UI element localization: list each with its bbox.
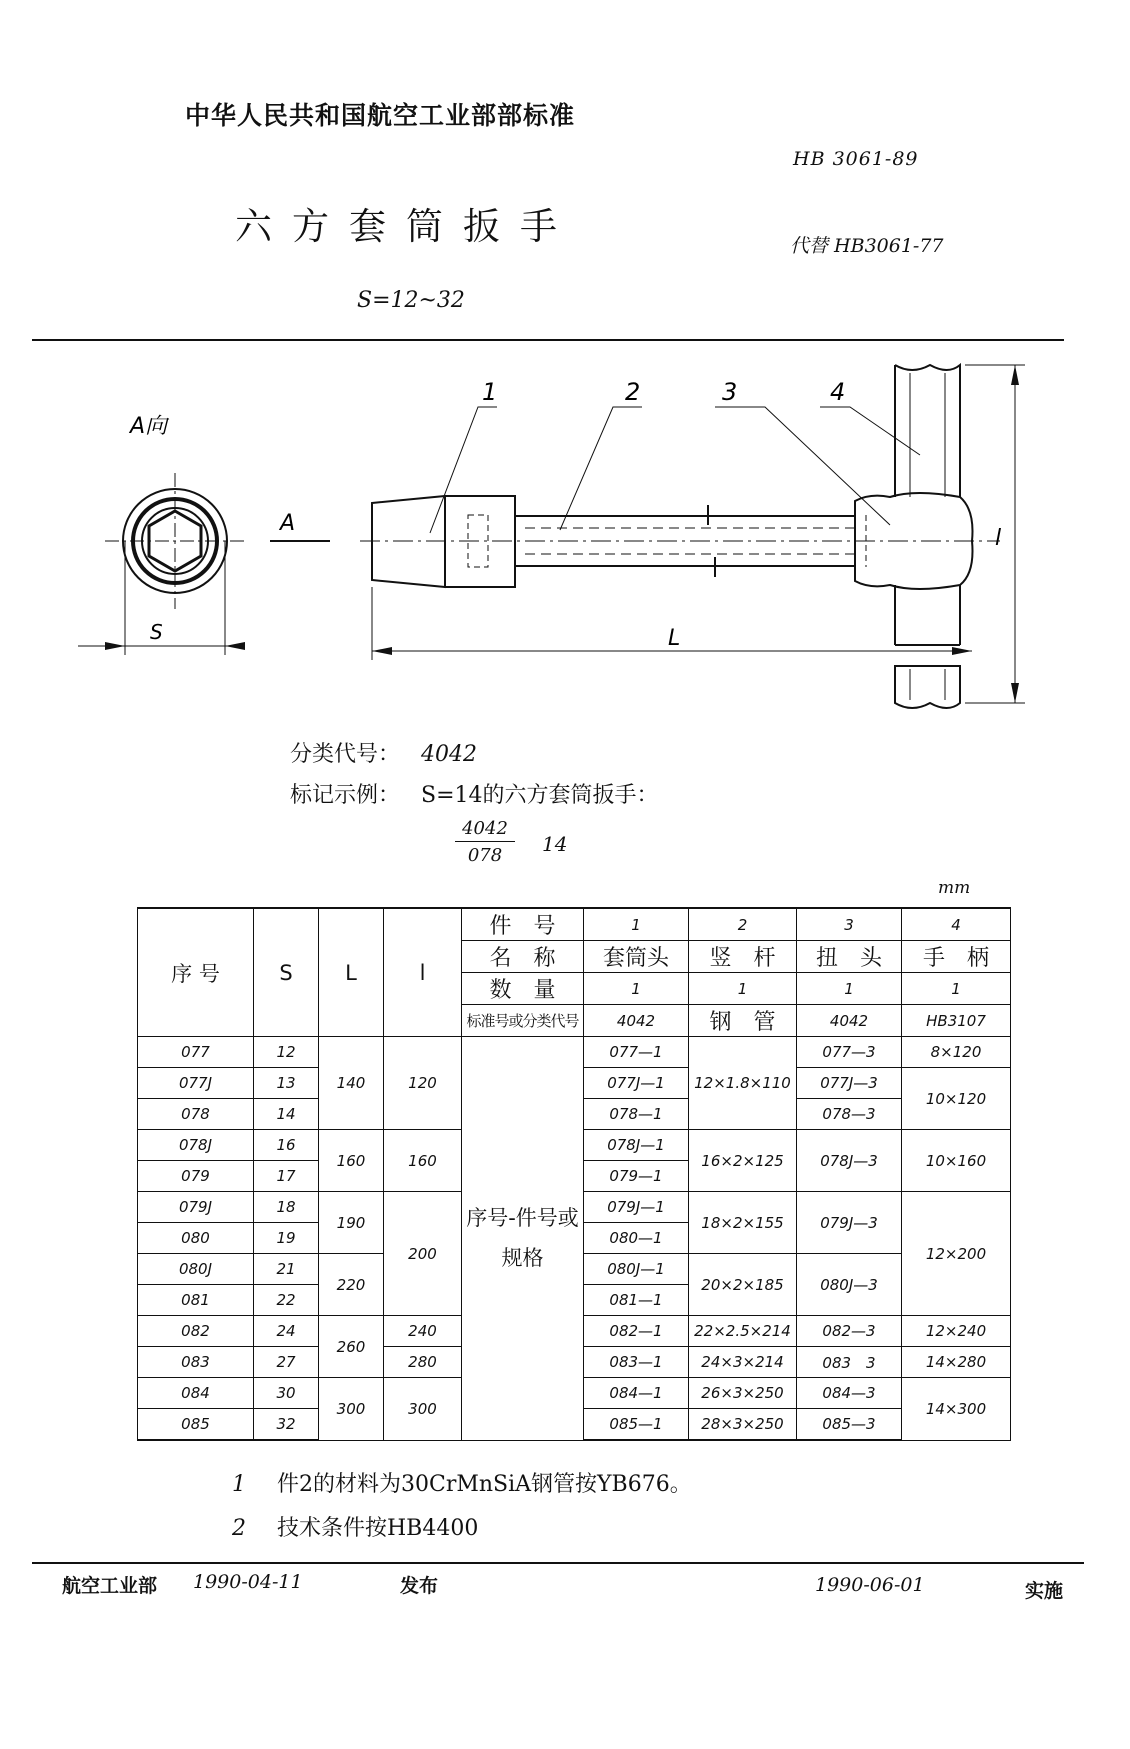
row-seq: 078J: [138, 1130, 254, 1161]
row-seq: 084: [138, 1378, 254, 1409]
part2-no: 2: [689, 908, 797, 941]
note-item: [232, 1463, 692, 1507]
note-number: 2: [232, 1516, 246, 1541]
part4-std: HB3107: [902, 1005, 1011, 1037]
row-S: 27: [254, 1347, 319, 1378]
part1-spec: 081—1: [584, 1285, 689, 1316]
l-value: 300: [384, 1378, 462, 1441]
part3-no: 3: [797, 908, 902, 941]
l-value: 120: [384, 1037, 462, 1130]
row-seq: 081: [138, 1285, 254, 1316]
section-arrow-label: A: [280, 511, 296, 536]
col-L: L: [319, 908, 384, 1037]
part3-spec: 077—3: [797, 1037, 902, 1068]
part3-spec: 083 3: [797, 1347, 902, 1378]
part2-spec: 28×3×250: [689, 1409, 797, 1441]
marking-text: S=14的六方套筒扳手：: [421, 783, 659, 808]
L-value: 140: [319, 1037, 384, 1130]
row-S: 16: [254, 1130, 319, 1161]
part3-spec: 079J—3: [797, 1192, 902, 1254]
col-l: l: [384, 908, 462, 1037]
leader-2: [560, 407, 642, 530]
part1-spec: 082—1: [584, 1316, 689, 1347]
part3-spec: 085—3: [797, 1409, 902, 1441]
note-text: 技术条件按HB4400: [277, 1516, 479, 1541]
row-S: 32: [254, 1409, 319, 1441]
part1-spec: 078J—1: [584, 1130, 689, 1161]
part1-qty: 1: [584, 973, 689, 1005]
part-label-3: 3: [722, 378, 738, 406]
row-seq: 077: [138, 1037, 254, 1068]
part1-name: 套筒头: [584, 941, 689, 973]
part3-spec: 077J—3: [797, 1068, 902, 1099]
technical-drawing: [60, 355, 1070, 725]
part3-spec: 082—3: [797, 1316, 902, 1347]
part4-handle-end: [895, 666, 960, 708]
footer-published: 发布: [400, 1575, 439, 1597]
note-text: 件2的材料为30CrMnSiA钢管按YB676。: [277, 1472, 692, 1497]
row-seq: 079: [138, 1161, 254, 1192]
part4-spec: 12×240: [902, 1316, 1011, 1347]
part4-handle-bottom: [895, 585, 960, 645]
row-S: 18: [254, 1192, 319, 1223]
part3-spec: 078J—3: [797, 1130, 902, 1192]
part3-spec: 080J—3: [797, 1254, 902, 1316]
part3-name: 扭 头: [797, 941, 902, 973]
L-value: 160: [319, 1130, 384, 1192]
row-seq: 078: [138, 1099, 254, 1130]
classification-value: 4042: [421, 742, 478, 767]
part2-qty: 1: [689, 973, 797, 1005]
row-S: 21: [254, 1254, 319, 1285]
row-seq: 082: [138, 1316, 254, 1347]
note-number: 1: [232, 1472, 246, 1497]
row-S: 19: [254, 1223, 319, 1254]
marking-numerator: 4042: [455, 818, 515, 842]
replaces-standard: 代替 HB3061-77: [790, 235, 944, 257]
row-seq: 080J: [138, 1254, 254, 1285]
part1-spec: 085—1: [584, 1409, 689, 1441]
row-std: 标准号或分类代号: [462, 1005, 584, 1037]
dim-l-label: l: [995, 526, 1002, 551]
part3-std: 4042: [797, 1005, 902, 1037]
part2-spec: 16×2×125: [689, 1130, 797, 1192]
part1-spec: 084—1: [584, 1378, 689, 1409]
spec-table: [137, 907, 1011, 1441]
part3-qty: 1: [797, 973, 902, 1005]
footer-impl-date: 1990-06-01: [815, 1574, 925, 1596]
unit-label: mm: [938, 878, 971, 898]
l-value: 200: [384, 1192, 462, 1316]
part1-spec: 078—1: [584, 1099, 689, 1130]
part2-std: 钢 管: [689, 1005, 797, 1037]
row-S: 24: [254, 1316, 319, 1347]
body-note: 序号-件号或规格: [462, 1037, 584, 1441]
part2-name: 竖 杆: [689, 941, 797, 973]
part1-spec: 077J—1: [584, 1068, 689, 1099]
l-value: 240: [384, 1316, 462, 1347]
issuing-organization: 中华人民共和国航空工业部部标准: [185, 101, 576, 130]
col-seq: 序 号: [138, 908, 254, 1037]
row-seq: 077J: [138, 1068, 254, 1099]
notes: [232, 1463, 692, 1551]
part4-spec: 12×200: [902, 1192, 1011, 1316]
dim-S-label: S: [150, 620, 163, 644]
part2-spec: 12×1.8×110: [689, 1037, 797, 1130]
classification-code: [290, 737, 477, 768]
marking-fraction: [455, 818, 515, 866]
standard-code: HB 3061-89: [793, 148, 919, 170]
part1-spec: 083—1: [584, 1347, 689, 1378]
size-range: S=12~32: [357, 288, 465, 313]
part1-no: 1: [584, 908, 689, 941]
l-value: 280: [384, 1347, 462, 1378]
L-value: 190: [319, 1192, 384, 1254]
row-name: 名 称: [462, 941, 584, 973]
row-S: 12: [254, 1037, 319, 1068]
part-label-1: 1: [482, 378, 498, 406]
row-qty: 数 量: [462, 973, 584, 1005]
row-part-no: 件 号: [462, 908, 584, 941]
part4-no: 4: [902, 908, 1011, 941]
footer-rule: [32, 1562, 1084, 1564]
L-value: 220: [319, 1254, 384, 1316]
part4-handle-top: [895, 365, 960, 497]
l-value: 160: [384, 1130, 462, 1192]
marking-denominator: 078: [467, 845, 503, 866]
table-row: [138, 1037, 1011, 1068]
col-S: S: [254, 908, 319, 1037]
part4-spec: 10×160: [902, 1130, 1011, 1192]
footer-issuer: 航空工业部: [62, 1575, 158, 1597]
part1-spec: 080—1: [584, 1223, 689, 1254]
classification-label: 分类代号：: [290, 742, 401, 767]
part3-spec: 078—3: [797, 1099, 902, 1130]
part-label-4: 4: [830, 378, 846, 406]
part2-spec: 24×3×214: [689, 1347, 797, 1378]
document-title: 六方套筒扳手: [235, 205, 577, 248]
row-S: 14: [254, 1099, 319, 1130]
part1-spec: 077—1: [584, 1037, 689, 1068]
part2-spec: 22×2.5×214: [689, 1316, 797, 1347]
row-S: 17: [254, 1161, 319, 1192]
note-item: [232, 1507, 692, 1551]
part2-spec: 20×2×185: [689, 1254, 797, 1316]
part4-spec: 14×280: [902, 1347, 1011, 1378]
part1-spec: 080J—1: [584, 1254, 689, 1285]
part4-name: 手 柄: [902, 941, 1011, 973]
leader-3: [715, 407, 890, 525]
view-label: A向: [130, 414, 168, 439]
part4-qty: 1: [902, 973, 1011, 1005]
row-seq: 080: [138, 1223, 254, 1254]
part3-spec: 084—3: [797, 1378, 902, 1409]
part4-spec: 10×120: [902, 1068, 1011, 1130]
part1-spec: 079—1: [584, 1161, 689, 1192]
header-rule: [32, 339, 1064, 341]
L-value: 260: [319, 1316, 384, 1378]
part2-spec: 18×2×155: [689, 1192, 797, 1254]
footer-implemented: 实施: [1025, 1580, 1064, 1602]
row-seq: 079J: [138, 1192, 254, 1223]
row-seq: 083: [138, 1347, 254, 1378]
part2-spec: 26×3×250: [689, 1378, 797, 1409]
row-S: 30: [254, 1378, 319, 1409]
marking-label: 标记示例：: [290, 783, 401, 808]
L-value: 300: [319, 1378, 384, 1441]
marking-example: [290, 778, 659, 809]
marking-size: 14: [542, 832, 568, 856]
row-S: 22: [254, 1285, 319, 1316]
dim-L-label: L: [668, 626, 681, 651]
leader-1: [430, 407, 497, 533]
part4-spec: 14×300: [902, 1378, 1011, 1441]
leader-4: [820, 407, 920, 455]
part1-std: 4042: [584, 1005, 689, 1037]
row-seq: 085: [138, 1409, 254, 1441]
part-label-2: 2: [625, 378, 641, 406]
part4-spec: 8×120: [902, 1037, 1011, 1068]
footer-issue-date: 1990-04-11: [193, 1571, 303, 1593]
part1-spec: 079J—1: [584, 1192, 689, 1223]
row-S: 13: [254, 1068, 319, 1099]
